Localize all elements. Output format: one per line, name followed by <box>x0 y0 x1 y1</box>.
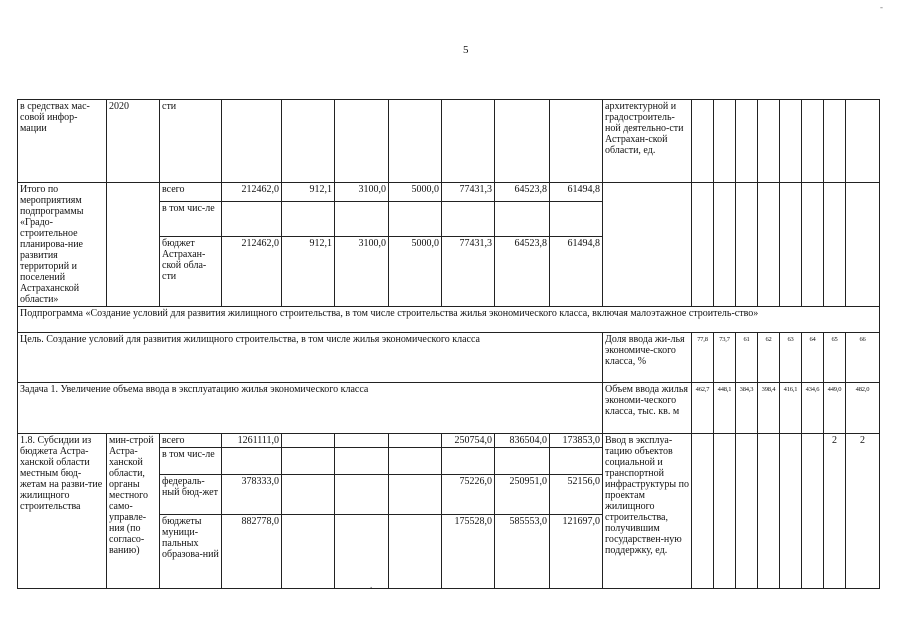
source-cell: сти <box>160 100 222 183</box>
measure-indicator: Ввод в эксплуа-тацию объектов социальной и транспортной инфраструктуры по проектам жилищного строительства, получившим государствен-ную поддержку, ед. <box>603 434 692 589</box>
page-number: 5 <box>463 44 469 56</box>
value-cell <box>389 475 442 515</box>
table-row-media <box>18 100 880 183</box>
source-cell: в том чис-ле <box>160 202 222 237</box>
value-cell: 3100,0 <box>335 236 389 306</box>
value-cell: 64523,8 <box>495 236 550 306</box>
value-cell <box>282 515 335 589</box>
value-cell <box>389 434 442 448</box>
target-value: 482,0 <box>846 383 880 434</box>
target-value <box>802 434 824 589</box>
value-cell <box>335 475 389 515</box>
target-value: 398,4 <box>758 383 780 434</box>
target-value: 66 <box>846 333 880 383</box>
value-cell: 212462,0 <box>222 183 282 202</box>
target-value: 2 <box>846 434 880 589</box>
source-cell: бюджеты муници-пальных образова-ний <box>160 515 222 589</box>
target-value: 62 <box>758 333 780 383</box>
value-cell: 250754,0 <box>442 434 495 448</box>
corner-mark: - <box>880 2 883 12</box>
target-value: 384,3 <box>736 383 758 434</box>
subprogram-title: Подпрограмма «Создание условий для развития жилищного строительства, в том числе строительства жилья экономического класса, включая малоэтажное строитель-ство» <box>18 307 880 333</box>
value-cell: 173853,0 <box>550 434 603 448</box>
task-indicator: Объем ввода жилья экономи-ческого класса, тыс. кв. м <box>603 383 692 434</box>
target-value <box>692 434 714 589</box>
value-cell: 175528,0 <box>442 515 495 589</box>
value-cell: 378333,0 <box>222 475 282 515</box>
target-value <box>714 434 736 589</box>
table-row-task <box>18 383 880 434</box>
value-cell: 61494,8 <box>550 236 603 306</box>
source-cell: всего <box>160 434 222 448</box>
target-value: 448,1 <box>714 383 736 434</box>
value-cell: 121697,0 <box>550 515 603 589</box>
table-row-itogo-total <box>18 183 880 202</box>
table-row-goal <box>18 333 880 383</box>
value-cell <box>389 515 442 589</box>
source-cell: бюджет Астрахан-ской обла-сти <box>160 236 222 306</box>
goal-text: Цель. Создание условий для развития жилищного строительства, в том числе жилья экономического класса <box>18 333 603 383</box>
measure-executor: мин-строй Астра-ханской области, органы местного само-управле-ния (по согласо-ванию) <box>107 434 160 589</box>
value-cell: 912,1 <box>282 183 335 202</box>
itogo-label: Итого по мероприятиям подпрограммы «Градо-строительное планирова-ние развития территорий и поселений Астраханской области» <box>18 183 107 307</box>
value-cell <box>282 434 335 448</box>
measure-name: 1.8. Субсидии из бюджета Астра-ханской области местным бюд-жетам на разви-тие жилищного строительства <box>18 434 107 589</box>
value-cell: 882778,0 <box>222 515 282 589</box>
measure-name-cell: в средствах мас-совой инфор-мации <box>18 100 107 183</box>
value-cell: 77431,3 <box>442 236 495 306</box>
source-cell: федераль-ный бюд-жет <box>160 475 222 515</box>
value-cell: 61494,8 <box>550 183 603 202</box>
target-value: 434,6 <box>802 383 824 434</box>
value-cell <box>335 434 389 448</box>
value-cell: 52156,0 <box>550 475 603 515</box>
value-cell: 836504,0 <box>495 434 550 448</box>
target-value: 2 <box>824 434 846 589</box>
target-value: 61 <box>736 333 758 383</box>
value-cell: 585553,0 <box>495 515 550 589</box>
value-cell: 64523,8 <box>495 183 550 202</box>
program-table <box>17 99 880 589</box>
source-cell: всего <box>160 183 222 202</box>
table-row-measure-total <box>18 434 880 448</box>
target-value: 462,7 <box>692 383 714 434</box>
value-cell: 3100,0 <box>335 183 389 202</box>
target-value: 77,8 <box>692 333 714 383</box>
target-value: 63 <box>780 333 802 383</box>
target-value: 65 <box>824 333 846 383</box>
target-value: 449,0 <box>824 383 846 434</box>
target-value: 416,1 <box>780 383 802 434</box>
target-value: 64 <box>802 333 824 383</box>
goal-indicator: Доля ввода жи-лья экономиче-ского класса, % <box>603 333 692 383</box>
value-cell <box>282 475 335 515</box>
value-cell: 5000,0 <box>389 183 442 202</box>
year-cell: 2020 <box>107 100 160 183</box>
indicator-cell: архитектурной и градостроитель-ной деятельно-сти Астрахан-ской области, ед. <box>603 100 692 183</box>
bottom-mark: . <box>370 580 373 590</box>
value-cell: 1261111,0 <box>222 434 282 448</box>
source-cell: в том чис-ле <box>160 448 222 475</box>
value-cell: 250951,0 <box>495 475 550 515</box>
value-cell: 212462,0 <box>222 236 282 306</box>
target-value <box>736 434 758 589</box>
value-cell: 77431,3 <box>442 183 495 202</box>
task-text: Задача 1. Увеличение объема ввода в эксплуатацию жилья экономического класса <box>18 383 603 434</box>
value-cell <box>335 515 389 589</box>
target-value <box>758 434 780 589</box>
target-value: 73,7 <box>714 333 736 383</box>
value-cell: 75226,0 <box>442 475 495 515</box>
value-cell: 912,1 <box>282 236 335 306</box>
table-row-subprogram <box>18 307 880 333</box>
target-value <box>780 434 802 589</box>
value-cell: 5000,0 <box>389 236 442 306</box>
